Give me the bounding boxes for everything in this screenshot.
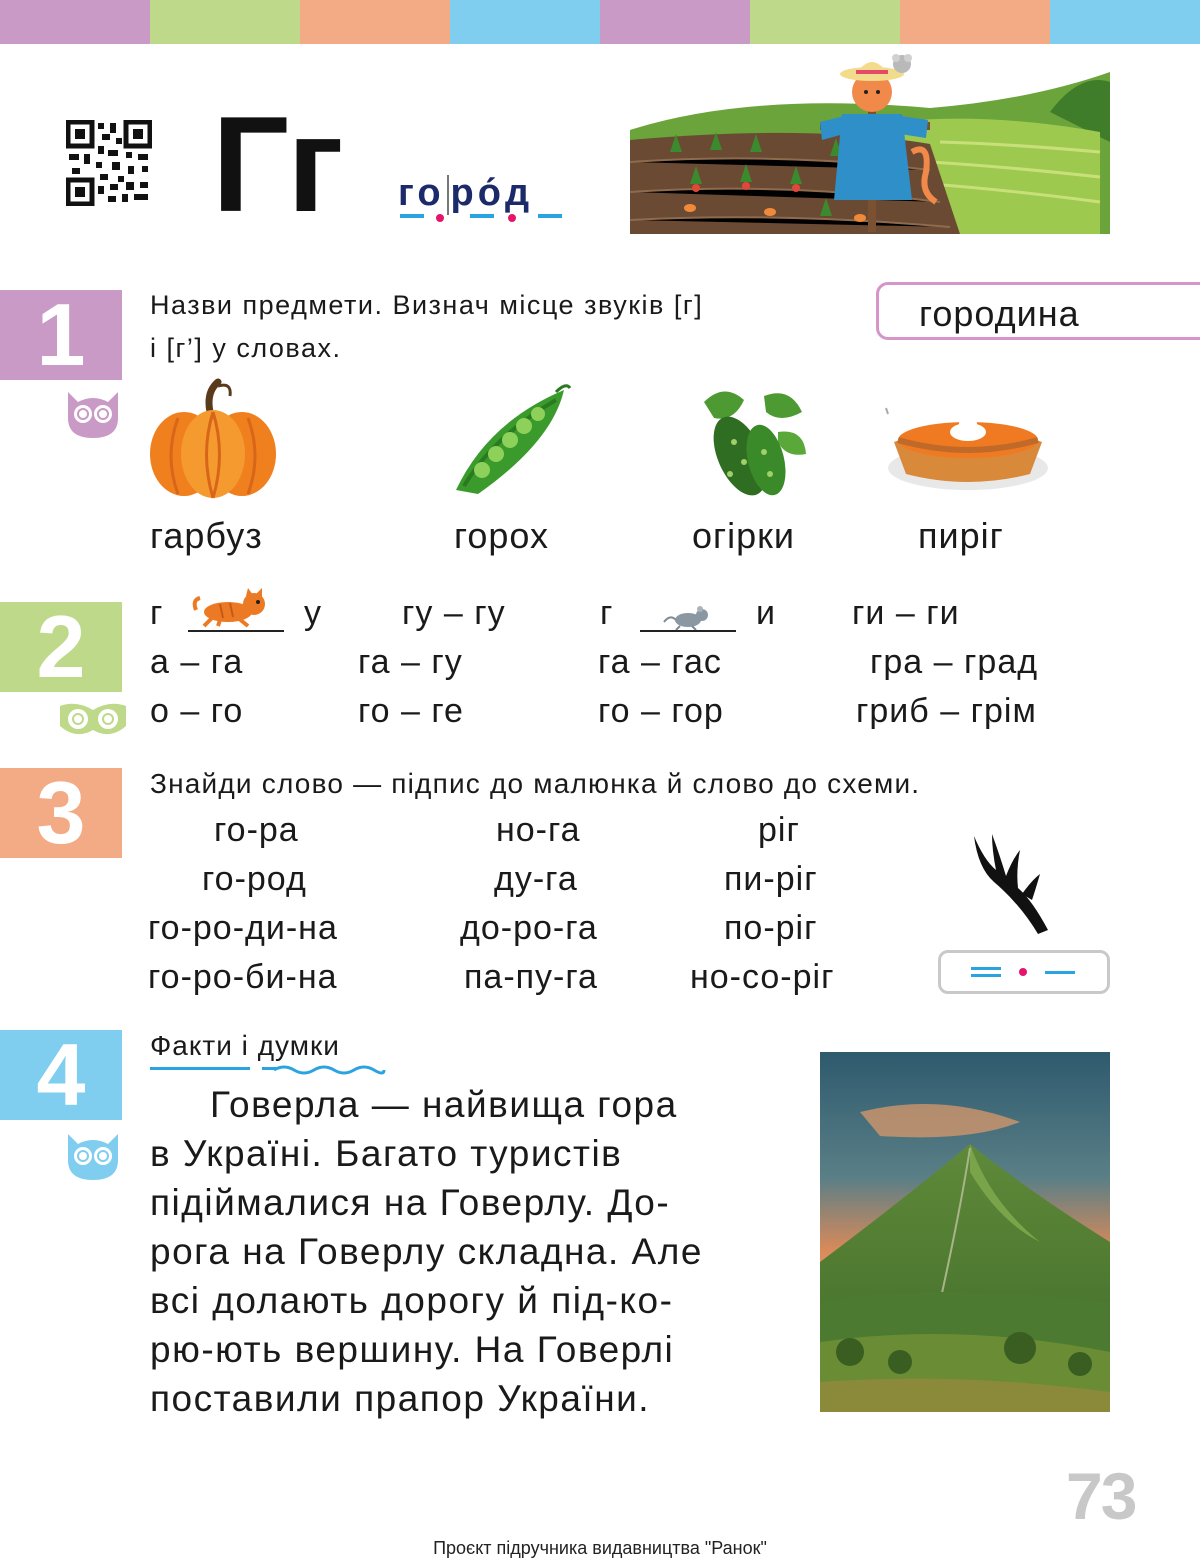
blank-line bbox=[640, 630, 736, 632]
mouse-icon bbox=[662, 604, 714, 630]
garden-illustration bbox=[630, 52, 1110, 234]
exercise-number: 3 bbox=[0, 768, 122, 858]
syllable: га – гу bbox=[358, 643, 463, 681]
syllable: гра – град bbox=[870, 643, 1039, 681]
syllable: г bbox=[600, 594, 614, 632]
stripe bbox=[0, 0, 150, 44]
stripe bbox=[450, 0, 600, 44]
stripe bbox=[1050, 0, 1200, 44]
topic-tag-label: городина bbox=[919, 293, 1080, 334]
syllable: гриб – грім bbox=[856, 692, 1037, 730]
reading-line: Говерла — найвища гора bbox=[210, 1084, 678, 1125]
task-text: Назви предмети. Визнач місце звуків [г] bbox=[150, 290, 704, 320]
header-word bbox=[398, 172, 533, 215]
exercise-number: 1 bbox=[0, 290, 122, 380]
heading-word: Факти bbox=[150, 1030, 233, 1061]
word-syllables: па-пу-га bbox=[464, 958, 598, 996]
task-text: і [г’] у словах. bbox=[150, 333, 342, 363]
word-syllables: до-ро-га bbox=[460, 909, 598, 947]
reading-line: всі долають дорогу й під-ко- bbox=[150, 1280, 674, 1321]
owl-icon bbox=[64, 388, 122, 440]
syllable: гу – гу bbox=[402, 594, 506, 632]
syllable: г bbox=[150, 594, 164, 632]
topic-tag bbox=[876, 282, 1200, 340]
word-syllables: ду-га bbox=[494, 860, 578, 898]
item-label: горох bbox=[454, 515, 549, 556]
footer-note: Проєкт підручника видавництва "Ранок" bbox=[433, 1538, 767, 1558]
syllable: и bbox=[756, 594, 776, 632]
item-label: гарбуз bbox=[150, 515, 263, 556]
syllable: а – га bbox=[150, 643, 244, 681]
blank-line bbox=[188, 630, 284, 632]
word-schema-icon bbox=[971, 965, 1081, 979]
heading-underline-icon bbox=[150, 1064, 386, 1076]
syllable: го – гор bbox=[598, 692, 724, 730]
qr-code-icon[interactable] bbox=[66, 120, 152, 206]
pumpkin-icon bbox=[148, 378, 278, 500]
word-syllables: го-ро-би-на bbox=[148, 958, 338, 996]
exercise-number: 2 bbox=[0, 602, 122, 692]
page-number: 73 bbox=[1066, 1459, 1136, 1533]
word-syllables: ріг bbox=[758, 811, 800, 849]
header-word-part: ро́д bbox=[450, 172, 534, 214]
syllable: у bbox=[304, 594, 322, 632]
reading-line: рю-ють вершину. На Говерлі bbox=[150, 1329, 675, 1370]
owl-icon bbox=[58, 700, 128, 740]
word-schema-box bbox=[938, 950, 1110, 994]
word-syllables: но-со-ріг bbox=[690, 958, 835, 996]
task-text: Знайди слово — підпис до малюнка й слово до схеми. bbox=[150, 768, 921, 799]
header-word-part: го bbox=[398, 172, 445, 214]
pie-icon bbox=[884, 396, 1052, 496]
heading-word: і bbox=[241, 1030, 249, 1061]
reading-line: підіймалися на Говерлу. До- bbox=[150, 1182, 671, 1223]
stripe bbox=[750, 0, 900, 44]
heading-word: думки bbox=[257, 1030, 340, 1061]
mountain-photo bbox=[820, 1052, 1110, 1412]
word-syllables: пи-ріг bbox=[724, 860, 818, 898]
owl-icon bbox=[64, 1130, 122, 1182]
antler-icon bbox=[968, 830, 1058, 938]
big-letter: Гг bbox=[212, 88, 342, 240]
cucumber-icon bbox=[694, 382, 810, 500]
word-syllables: го-ро-ди-на bbox=[148, 909, 338, 947]
reading-line: поставили прапор України. bbox=[150, 1378, 651, 1419]
item-label: огірки bbox=[692, 515, 796, 556]
syllable: га – гас bbox=[598, 643, 722, 681]
peas-icon bbox=[448, 382, 572, 498]
syllable: го – ге bbox=[358, 692, 464, 730]
exercise-number: 4 bbox=[0, 1030, 122, 1120]
reading-line: в Україні. Багато туристів bbox=[150, 1133, 623, 1174]
word-syllables: но-га bbox=[496, 811, 581, 849]
syllable: ги – ги bbox=[852, 594, 960, 632]
item-label: пиріг bbox=[918, 515, 1004, 556]
word-syllables: по-ріг bbox=[724, 909, 818, 947]
section-heading bbox=[150, 1030, 340, 1062]
reading-line: рога на Говерлу складна. Але bbox=[150, 1231, 703, 1272]
word-syllables: го-ра bbox=[214, 811, 299, 849]
syllable: о – го bbox=[150, 692, 244, 730]
stripe bbox=[600, 0, 750, 44]
word-syllables: го-род bbox=[202, 860, 307, 898]
stripe bbox=[150, 0, 300, 44]
stripe bbox=[300, 0, 450, 44]
cat-icon bbox=[190, 588, 274, 628]
stripe bbox=[900, 0, 1050, 44]
word-schema-icon bbox=[398, 212, 568, 224]
